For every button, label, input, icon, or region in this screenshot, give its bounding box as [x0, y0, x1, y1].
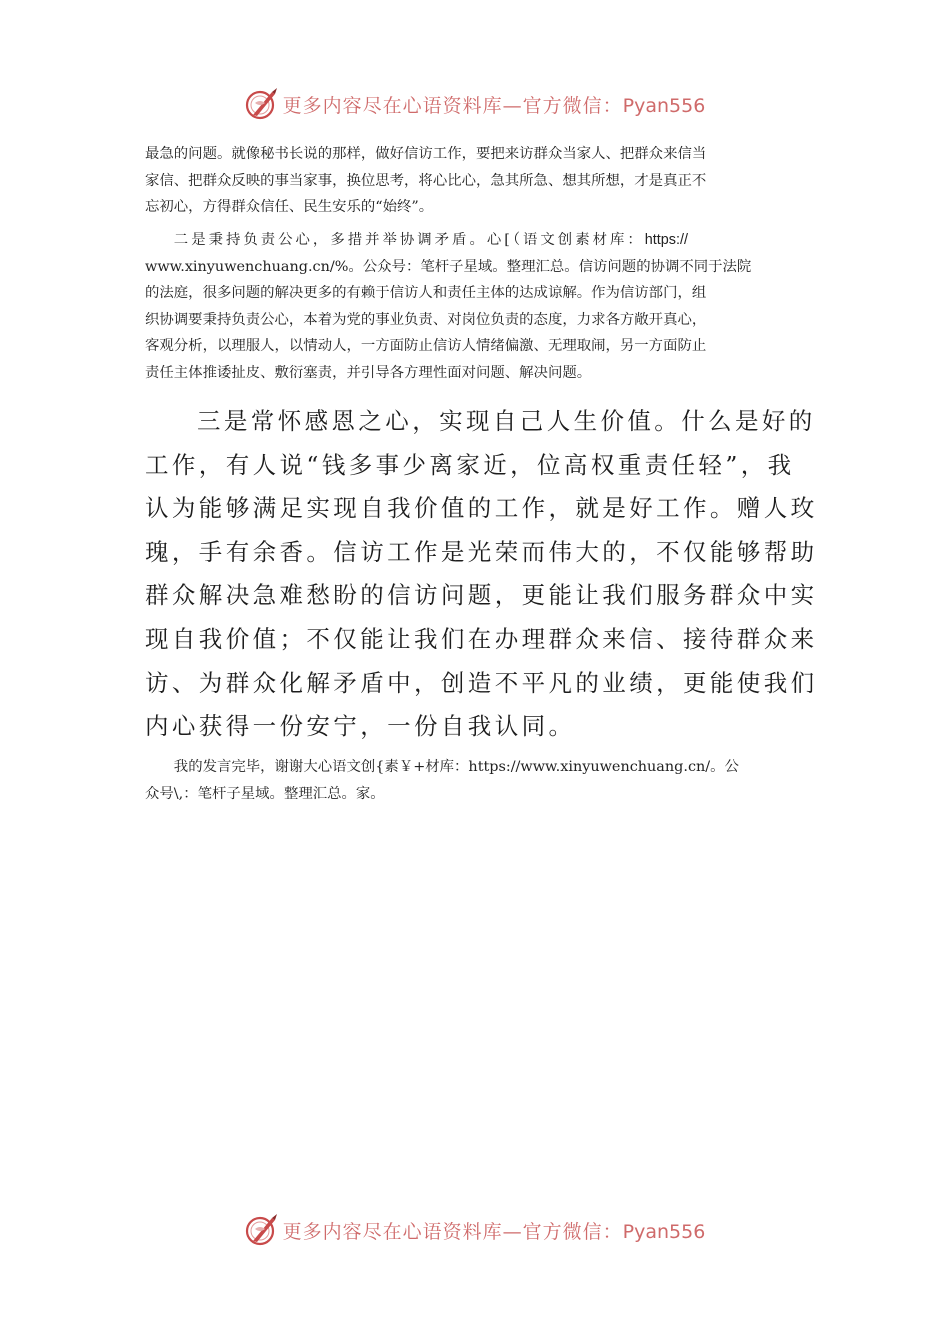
- paragraph-continuation: [145, 141, 807, 221]
- paragraph-4-line: 我的发言完毕，谢谢大心语文创{素￥+材库：https://www.xinyuwenchuang.cn/。公: [173, 759, 739, 775]
- footer-watermark-banner: [0, 1210, 950, 1250]
- paragraph-1-line: 家信、把群众反映的事当家事，换位思考，将心比心，急其所急、想其所想，才是真正不: [145, 172, 707, 189]
- paragraph-3-line: 群众解决急难愁盼的信访问题，更能让我们服务群众中实: [145, 581, 818, 610]
- paragraph-4: [145, 754, 807, 807]
- paragraph-closing: [145, 754, 807, 807]
- paragraph-3-line: 内心获得一份安宁，一份自我认同。: [145, 712, 576, 741]
- paragraph-3-line: 访、为群众化解矛盾中，创造不平凡的业绩，更能使我们: [145, 668, 818, 697]
- paragraph-2: [145, 227, 807, 386]
- paragraph-2-line: 的法庭，很多问题的解决更多的有赖于信访人和责任主体的达成谅解。作为信访部门，组: [145, 285, 707, 301]
- paragraph-1: [145, 141, 807, 221]
- header-banner-text: 更多内容尽在心语资料库—官方微信：Pyan556: [282, 94, 706, 117]
- header-watermark-banner: [0, 84, 950, 124]
- header-banner-wechat-id: Pyan556: [622, 94, 706, 117]
- footer-banner-wechat-id: Pyan556: [622, 1220, 706, 1243]
- paragraph-4-line: 众号\,：笔杆子星域。整理汇总。家。: [145, 785, 385, 802]
- paragraph-3-line: 三是常怀感恩之心，实现自己人生价值。什么是好的: [197, 407, 816, 435]
- paragraph-2-first-line: 二是秉持负责公心，多措并举协调矛盾。心[（语文创素材库：https://: [173, 232, 688, 248]
- paragraph-3-line: 工作，有人说“钱多事少离家近，位高权重责任轻”，我: [145, 450, 795, 479]
- quill-seal-logo-icon: [245, 1213, 279, 1247]
- paragraph-3-line: 现自我价值；不仅能让我们在办理群众来信、接待群众来: [145, 624, 818, 653]
- paragraph-2-line: 责任主体推诿扯皮、敷衍塞责，并引导各方理性面对问题、解决问题。: [145, 364, 592, 381]
- paragraph-1-line: 忘初心，方得群众信任、民生安乐的“始终”。: [145, 199, 434, 215]
- paragraph-point-two: [145, 227, 807, 386]
- footer-banner-text: 更多内容尽在心语资料库—官方微信：Pyan556: [282, 1220, 706, 1243]
- paragraph-3-line: 认为能够满足实现自我价值的工作，就是好工作。赠人玫: [145, 494, 818, 523]
- paragraph-2-line: 织协调要秉持负责公心，本着为党的事业负责、对岗位负责的态度，力求各方敞开真心，: [145, 311, 707, 328]
- quill-seal-logo-icon: [245, 87, 279, 121]
- paragraph-3: [145, 400, 818, 749]
- paragraph-3-line: 瑰，手有余香。信访工作是光荣而伟大的，不仅能够帮助: [145, 537, 818, 566]
- paragraph-point-three: [145, 400, 818, 749]
- paragraph-2-line: www.xinyuwenchuang.cn/%。公众号：笔杆子星域。整理汇总。信访问题的协调不同于法院: [145, 258, 752, 275]
- paragraph-1-line: 最急的问题。就像秘书长说的那样，做好信访工作，要把来访群众当家人、把群众来信当: [145, 146, 707, 162]
- paragraph-2-line: 客观分析，以理服人，以情动人，一方面防止信访人情绪偏激、无理取闹，另一方面防止: [145, 338, 707, 354]
